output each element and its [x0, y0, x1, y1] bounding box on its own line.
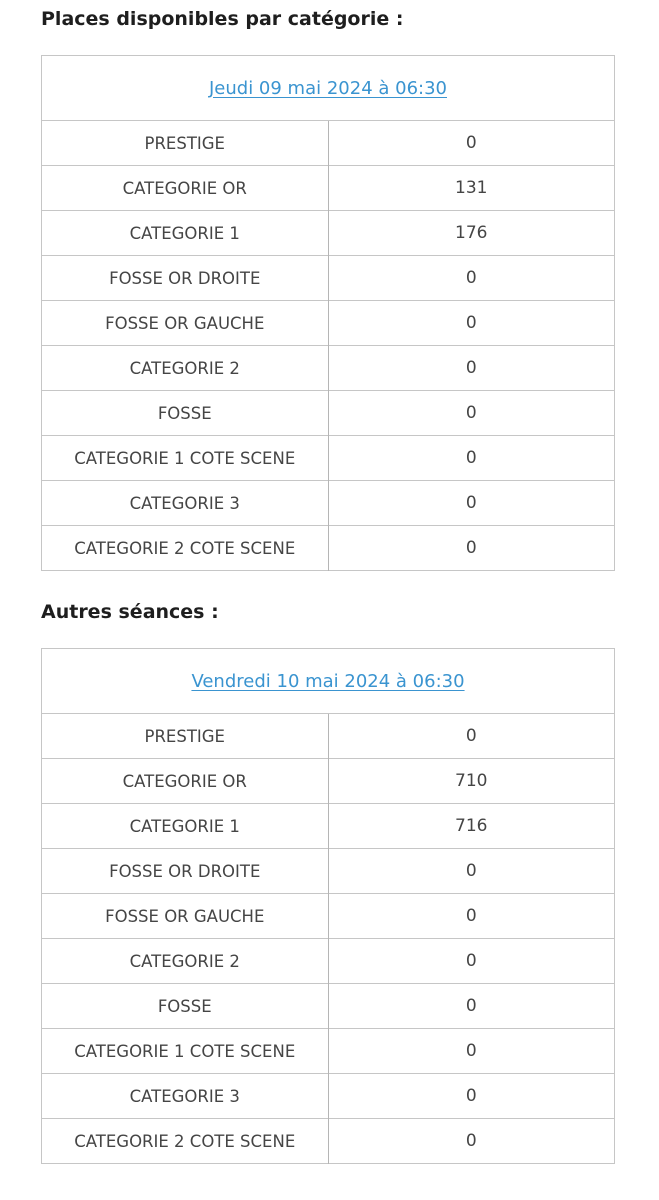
table-row	[42, 984, 615, 1029]
available-count-cell: 176	[328, 211, 615, 256]
other-sessions-heading: Autres séances :	[41, 601, 219, 623]
table-row	[42, 481, 615, 526]
category-name-cell: CATEGORIE OR	[42, 759, 329, 804]
table-row	[42, 526, 615, 571]
date-header-cell	[42, 649, 615, 714]
category-name-cell: CATEGORIE 3	[42, 1074, 329, 1119]
category-name-cell: CATEGORIE 2	[42, 346, 329, 391]
table-row	[42, 211, 615, 256]
available-count-cell: 0	[328, 301, 615, 346]
table-row	[42, 256, 615, 301]
available-count-cell: 0	[328, 436, 615, 481]
available-count-cell: 716	[328, 804, 615, 849]
table-row	[42, 301, 615, 346]
table-header-row	[42, 649, 615, 714]
table-row	[42, 391, 615, 436]
session-date-link[interactable]: Jeudi 09 mai 2024 à 06:30	[208, 77, 447, 99]
category-name-cell: PRESTIGE	[42, 121, 329, 166]
available-count-cell: 0	[328, 346, 615, 391]
table-row	[42, 121, 615, 166]
category-name-cell: CATEGORIE 2 COTE SCENE	[42, 1119, 329, 1164]
category-name-cell: CATEGORIE 3	[42, 481, 329, 526]
date-header-cell	[42, 56, 615, 121]
seats-table-other	[41, 648, 615, 1164]
available-count-cell: 0	[328, 1074, 615, 1119]
category-name-cell: CATEGORIE 1	[42, 804, 329, 849]
category-name-cell: CATEGORIE 2 COTE SCENE	[42, 526, 329, 571]
table-row	[42, 1074, 615, 1119]
seats-table-body	[42, 121, 615, 571]
category-name-cell: CATEGORIE 1 COTE SCENE	[42, 436, 329, 481]
available-count-cell: 0	[328, 121, 615, 166]
available-count-cell: 0	[328, 939, 615, 984]
available-count-cell: 0	[328, 849, 615, 894]
category-name-cell: FOSSE	[42, 391, 329, 436]
category-name-cell: FOSSE OR GAUCHE	[42, 301, 329, 346]
table-row	[42, 759, 615, 804]
category-name-cell: FOSSE	[42, 984, 329, 1029]
available-count-cell: 0	[328, 526, 615, 571]
available-count-cell: 0	[328, 256, 615, 301]
table-row	[42, 894, 615, 939]
category-name-cell: CATEGORIE 2	[42, 939, 329, 984]
category-name-cell: CATEGORIE 1 COTE SCENE	[42, 1029, 329, 1074]
seats-table-body	[42, 714, 615, 1164]
table-header-row	[42, 56, 615, 121]
available-count-cell: 0	[328, 391, 615, 436]
table-row	[42, 1119, 615, 1164]
other-session-date-link[interactable]: Vendredi 10 mai 2024 à 06:30	[191, 670, 465, 692]
table-row	[42, 804, 615, 849]
table-row	[42, 346, 615, 391]
available-count-cell: 0	[328, 1119, 615, 1164]
table-row	[42, 166, 615, 211]
available-seats-heading: Places disponibles par catégorie :	[41, 8, 404, 30]
seats-table-current	[41, 55, 615, 571]
available-count-cell: 0	[328, 984, 615, 1029]
available-count-cell: 0	[328, 894, 615, 939]
available-count-cell: 710	[328, 759, 615, 804]
table-row	[42, 939, 615, 984]
table-row	[42, 436, 615, 481]
available-count-cell: 131	[328, 166, 615, 211]
category-name-cell: FOSSE OR GAUCHE	[42, 894, 329, 939]
available-count-cell: 0	[328, 481, 615, 526]
category-name-cell: PRESTIGE	[42, 714, 329, 759]
table-row	[42, 1029, 615, 1074]
category-name-cell: FOSSE OR DROITE	[42, 256, 329, 301]
available-count-cell: 0	[328, 714, 615, 759]
category-name-cell: CATEGORIE OR	[42, 166, 329, 211]
available-count-cell: 0	[328, 1029, 615, 1074]
category-name-cell: FOSSE OR DROITE	[42, 849, 329, 894]
category-name-cell: CATEGORIE 1	[42, 211, 329, 256]
table-row	[42, 714, 615, 759]
table-row	[42, 849, 615, 894]
